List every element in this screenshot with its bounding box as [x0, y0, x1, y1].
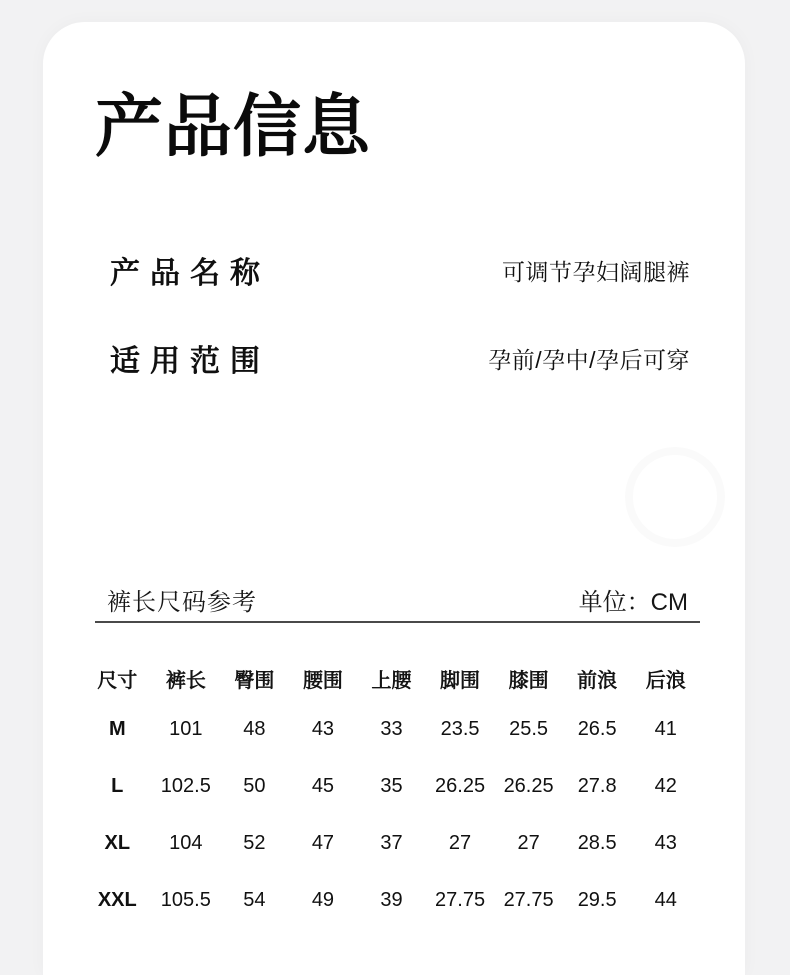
- cell-value: 43: [311, 718, 335, 740]
- product-name-label: 产品名称: [110, 257, 270, 290]
- table-row-xxl: [83, 872, 700, 929]
- table-row-xl: [83, 815, 700, 872]
- cell-value: 41: [654, 718, 677, 740]
- cell-value: 25.5: [509, 718, 549, 740]
- cell-value: 54: [243, 889, 266, 911]
- col-header-leg-opening: 脚围: [440, 669, 481, 692]
- product-name-row: [95, 249, 700, 291]
- table-row-m: [83, 701, 700, 758]
- cell-value: 26.25: [503, 775, 554, 797]
- cell-value: 26.25: [435, 775, 486, 797]
- size-value: L: [111, 775, 124, 797]
- cell-value: 27.8: [577, 775, 617, 797]
- cell-value: 29.5: [577, 889, 617, 911]
- product-info-card: [43, 22, 745, 975]
- col-header-size: 尺寸: [97, 669, 138, 692]
- cell-value: 27.75: [503, 889, 554, 911]
- cell-value: 49: [311, 889, 335, 911]
- faint-watermark-circle: [625, 447, 725, 547]
- cell-value: 35: [380, 775, 403, 797]
- cell-value: 26.5: [577, 718, 617, 740]
- cell-value: 52: [243, 832, 266, 854]
- cell-value: 28.5: [577, 832, 617, 854]
- col-header-upper-waist: 上腰: [371, 669, 412, 692]
- col-header-waist: 腰围: [302, 669, 343, 692]
- cell-value: 48: [243, 718, 266, 740]
- cell-value: 42: [654, 775, 677, 797]
- cell-value: 44: [654, 889, 677, 911]
- applicable-range-value: 孕前/孕中/孕后可穿: [488, 346, 690, 373]
- cell-value: 45: [311, 775, 335, 797]
- size-reference-header: [95, 582, 700, 616]
- page-title: 产品信息: [95, 89, 372, 165]
- col-header-pant-length: 裤长: [165, 669, 206, 692]
- unit-label: 单位：CM: [578, 588, 688, 616]
- product-name-value: 可调节孕妇阔腿裤: [502, 258, 690, 285]
- cell-value: 27: [517, 832, 540, 854]
- size-table-header-row: [83, 655, 700, 701]
- section-divider: [95, 621, 700, 623]
- cell-value: 104: [169, 832, 203, 854]
- cell-value: 43: [654, 832, 677, 854]
- cell-value: 47: [311, 832, 335, 854]
- cell-value: 27.75: [435, 889, 486, 911]
- applicable-range-row: [95, 337, 700, 379]
- cell-value: 102.5: [160, 775, 211, 797]
- cell-value: 27: [448, 832, 472, 854]
- cell-value: 105.5: [160, 889, 211, 911]
- table-row-l: [83, 758, 700, 815]
- applicable-range-label: 适用范围: [110, 345, 270, 378]
- size-value: M: [108, 718, 126, 740]
- col-header-knee: 膝围: [508, 669, 549, 692]
- col-header-hip: 臀围: [234, 669, 275, 692]
- cell-value: 33: [380, 718, 403, 740]
- cell-value: 37: [380, 832, 403, 854]
- size-reference-title: 裤长尺码参考: [107, 588, 257, 616]
- col-header-front-rise: 前浪: [577, 669, 618, 692]
- cell-value: 101: [169, 718, 203, 740]
- size-value: XXL: [97, 889, 137, 911]
- col-header-back-rise: 后浪: [645, 669, 686, 692]
- size-table: [83, 655, 700, 929]
- cell-value: 50: [243, 775, 266, 797]
- cell-value: 39: [380, 889, 403, 911]
- cell-value: 23.5: [440, 718, 480, 740]
- size-value: XL: [104, 832, 131, 854]
